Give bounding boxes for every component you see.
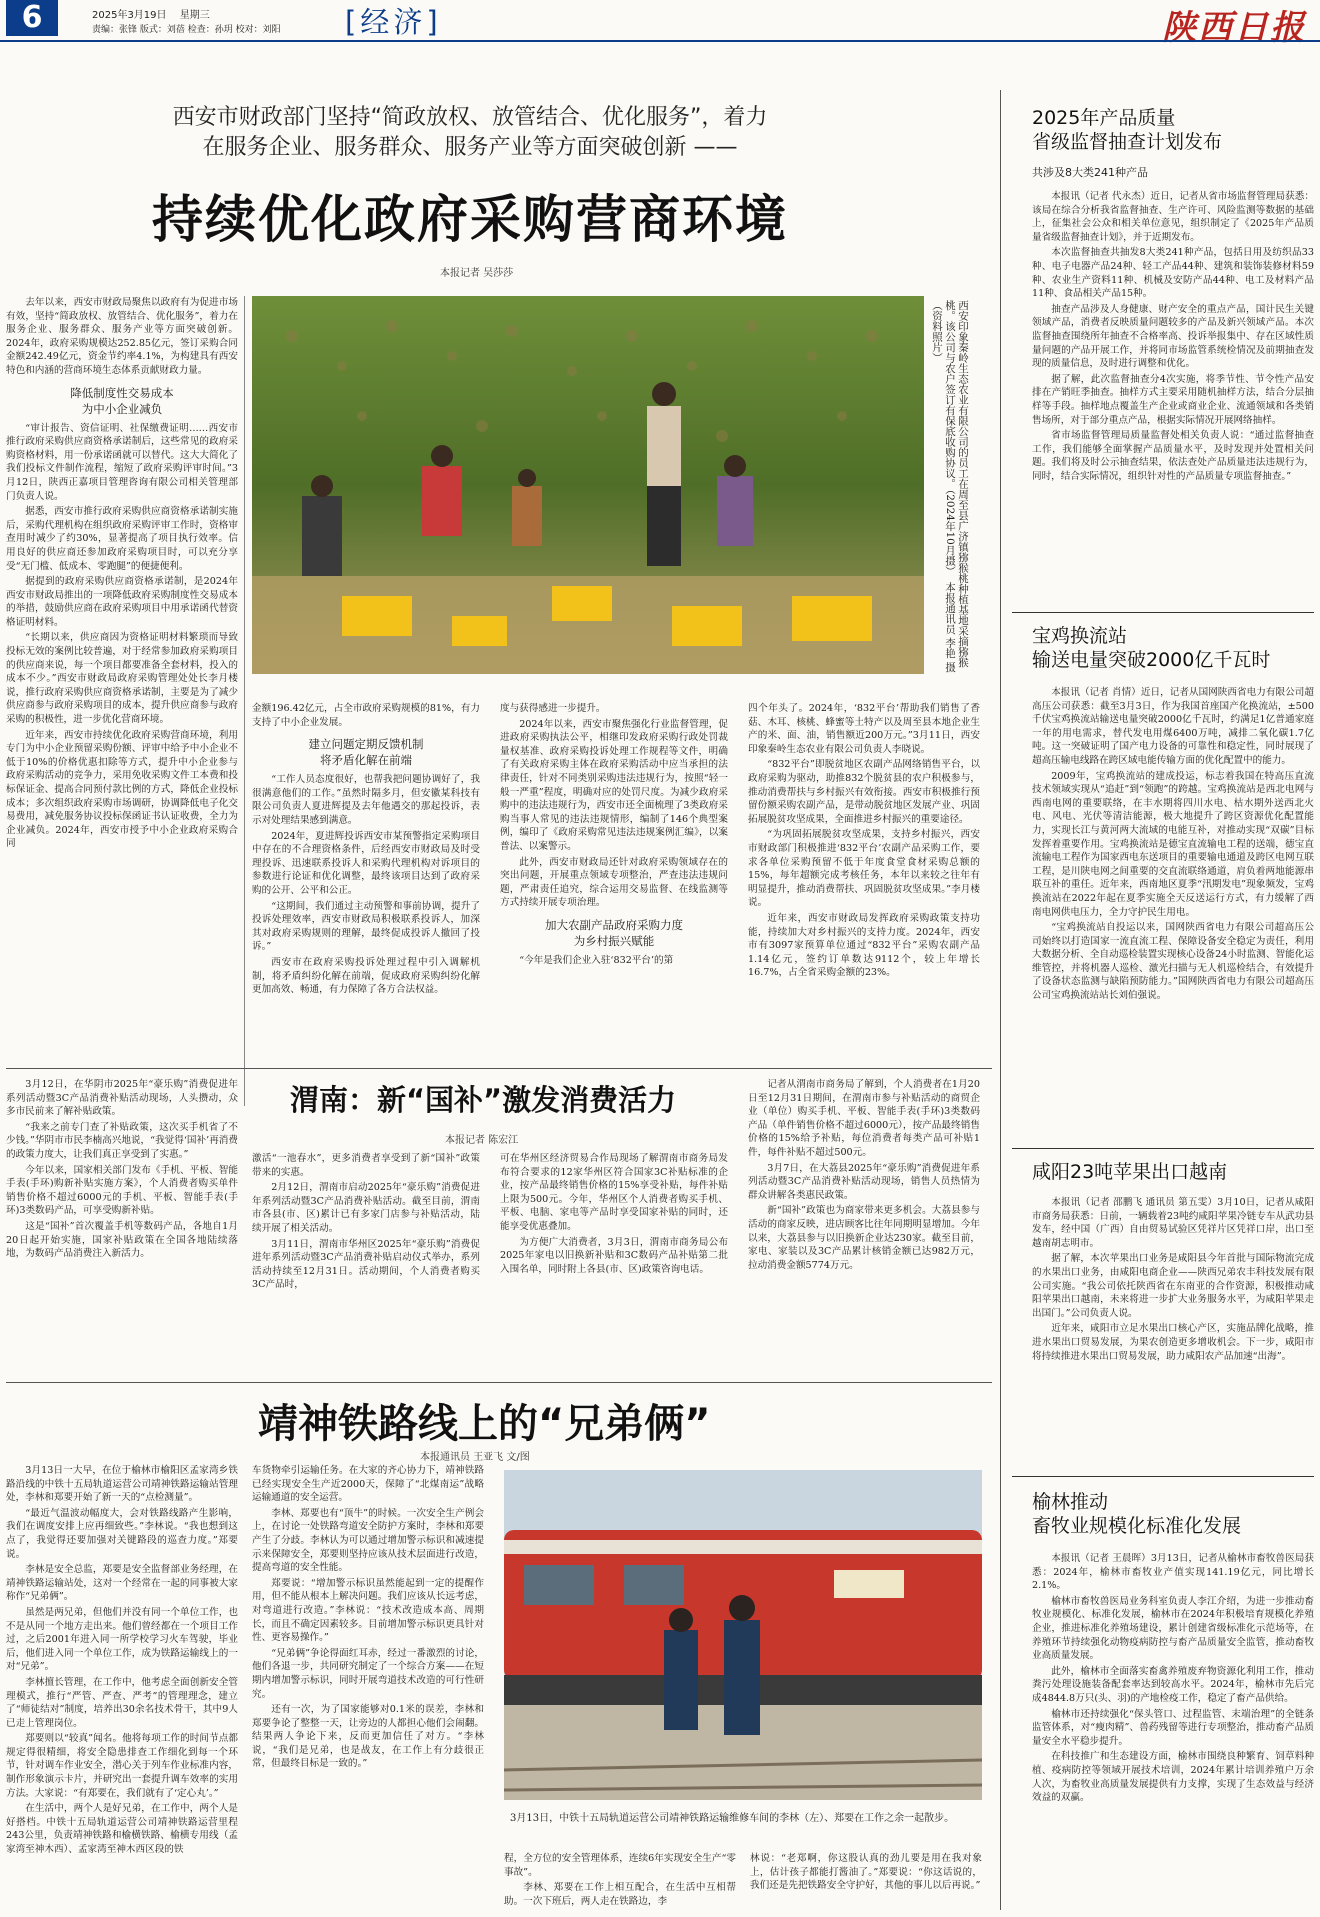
- railway-para: 李林是安全总监，郑要是安全监督部业务经理，在靖神铁路运输站处，这对一个经常在一起的同事被大家称作“兄弟俩”。: [6, 1564, 238, 1603]
- railway-para: “兄弟俩”争论得面红耳赤，经过一番激烈的讨论，他们各退一步，共同研究制定了一个综合方案——在短期内增加警示标识，同时开展弯道技术改造的可行性研究。: [252, 1647, 484, 1700]
- newspaper-logo: 陕西日报: [1162, 8, 1306, 48]
- main-headline: 持续优化政府采购营商环境: [151, 191, 788, 250]
- weinan-para: 激活“一池春水”，更多消费者享受到了新“国补”政策带来的实惠。: [252, 1153, 480, 1178]
- sidebar-story3-body: [1032, 1196, 1314, 1476]
- weinan-para: “我来之前专门查了补贴政策，这次买手机省了不少钱。”华阴市市民李楠高兴地说，“我觉得‘国补’再消费的政策力度大，让我们真正享受到了实惠。”: [6, 1121, 238, 1160]
- main-col1b-para: 据悉，西安市推行政府采购供应商资格承诺制实施后，采购代理机构在组织政府采购评审工作时，资格审查用时减少了约30%，显著提高了项目执行效率。信用良好的供应商还参加政府采购项目时，可以充分享受“无门槛、低成本、零跑腿”的便捷便利。: [6, 506, 238, 572]
- weinan-column-2: [252, 1152, 480, 1376]
- sidebar-story1-body: [1032, 190, 1314, 574]
- main-col1b-para: 近年来，西安市持续优化政府采购营商环境，利用专门为中小企业预留采购份额、评审中给予中小企业不低于10%的价格优惠扣除等方式，提升中小企业参与政府采购活动的竞争力，采用免收采购文件工本费和投标保证金、提高合同预付款比例的方式，降低企业投标成本；多次组织政府采购市场调研，协调降低电子化交易费用，减免服务协议投标保函证书认证收费，全力为企业减负。2024年，西安市授予中小企业政府采购合同: [6, 729, 238, 850]
- railway-para: 在生活中，两个人是好兄弟，在工作中，两个人是好搭档。中铁十五局轨道运营公司靖神铁路运营里程243公里，负责靖神铁路和榆横铁路、榆横专用线（孟家湾至神木西）、孟家湾至神木西区段的铁: [6, 1803, 238, 1856]
- sidebar-story2-headline-2: 输送电量突破2000亿千瓦时: [1032, 649, 1271, 671]
- sidebar-story1-para: 省市场监督管理局质量监督处相关负责人说：“通过监督抽查工作，我们能够全面掌握产品质量水平，及时发现并处置相关问题。我们将及时公示抽查结果，依法查处产品质量违法违规行为，同时，结合实际情况，组织针对性的产品质量专项监督抽查。”: [1032, 430, 1314, 482]
- railway-para: 李林、郑要在工作上相互配合，在生活中互相帮助。一次下班后，两人走在铁路边，李: [504, 1882, 736, 1907]
- sidebar-story2-body: [1032, 686, 1314, 1156]
- lead-line-2: 在服务企业、服务群众、服务产业等方面突破创新 ——: [202, 135, 738, 160]
- sidebar-story3-para: 据了解，本次苹果出口业务是咸阳县今年首批与国际物流完成的水果出口业务，由咸阳电商企业——陕西兄弟农丰科技发展有限公司实施。“我公司依托陕西省在东南亚的合作资源，积极推动咸阳苹果出口越南，未来将进一步扩大业务服务水平，为咸阳苹果走出国门。”公司负责人说。: [1032, 1253, 1314, 1319]
- weinan-para: 3月7日，在大荔县2025年“豪乐购”消费促进年系列活动暨3C产品消费补贴活动现场，销售人员热情为群众讲解各类惠民政策。: [748, 1162, 980, 1201]
- railway-para: 还有一次，为了国家能够对0.1米的误差，李林和郑要争论了整整一天，让旁边的人都担心他们会闹翻。结果两人争论下来，反而更加信任了对方。“李林说，“我们是兄弟，也是战友，在工作上有分歧很正常，但最终目标是一致的。”: [252, 1704, 484, 1770]
- sidebar-story3-headline: 咸阳23吨苹果出口越南: [1032, 1161, 1228, 1183]
- sidebar-story4-body: [1032, 1552, 1314, 1912]
- lead-line-1: 西安市财政部门坚持“简政放权、放管结合、优化服务”，着力: [172, 105, 768, 130]
- weinan-top-rule: [6, 1068, 992, 1069]
- sidebar-story2-headline-1: 宝鸡换流站: [1032, 625, 1128, 647]
- main-col3-para: 此外，西安市财政局还针对政府采购领域存在的突出问题，开展重点领域专项整治，严查违法违规问题，严肃责任追究，综合运用交易监督、在线监测等方式持续开展专项治理。: [500, 856, 728, 909]
- sidebar-story1-para: 本报讯（记者 代永杰）近日，记者从省市场监督管理局获悉：该局在综合分析我省监督抽查、生产许可、风险监测等数据的基础上，征集社会公众和相关单位意见，组织制定了《2025年产品质量省级监督抽查计划》，并于近期发布。: [1032, 191, 1314, 243]
- sidebar-story4-para: 榆林市畜牧兽医局业务科室负责人李江介绍，为进一步推动畜牧业规模化、标准化发展，榆林市在2024年积极培育规模化养殖企业，推进标准化养殖场建设，累计创建省级标准化示范场等，在养殖环节持续强化动物疫病防控与畜产品质量安全监管，推动畜牧业高质量发展。: [1032, 1595, 1314, 1662]
- kiwi-photo-caption: 西安印象秦岭生态农业有限公司的员工在周至县广济镇猕猴桃种植基地采摘猕猴桃。该公司与农户签订有保底收购协议。（2024年10月摄） 本报通讯员 李艳 摄（资料照片）: [931, 300, 969, 673]
- main-col1b-para: 据提到的政府采购供应商资格承诺制，是2024年西安市财政局推出的一项降低政府采购制度性交易成本的举措，鼓励供应商在政府采购项目中用承诺函代替资格证明材料。: [6, 576, 238, 628]
- railway-para: 林说：“老郑啊，你这股认真的劲儿要是用在我对象上，估计孩子都能打酱油了。”郑要说：“你这话说的，我们还是先把铁路安全守护好，其他的事儿以后再说。”: [750, 1853, 982, 1892]
- page-number: 6: [6, 0, 58, 36]
- masthead-rule: [0, 40, 1320, 42]
- sidebar-story1-headline-1: 2025年产品质量: [1032, 107, 1176, 129]
- sidebar-story4-headline-1: 榆林推动: [1032, 1491, 1109, 1513]
- sidebar-story2-para: 2009年，宝鸡换流站的建成投运，标志着我国在特高压直流技术领域实现从“追赶”到“领跑”的跨越。宝鸡换流站是西北电网与西南电网的重要联络，在丰水期将四川水电、枯水期外送西北火电、风电、光伏等清洁能源，极大地提升了跨区资源优化配置能力，实现长江与黄河两大流域的电能互补，对推动实现“双碳”目标发挥着重要作用。宝鸡换流站是德宝直流输电工程的送端，德宝直流输电工程作为国家西电东送项目的重要输电通道及跨区电网互联工程，是川陕电网之间重要的交直流联络通道，肩负着两地能源串联互补的重任。近年来，西南地区夏季“汛期发电”现象频发，宝鸡换流站在2022年起在夏季实施全天反送运行方式，有力缓解了西南电网供电压力，全力守护民生用电。: [1032, 770, 1314, 918]
- sidebar-story1-headline-2: 省级监督抽查计划发布: [1032, 131, 1223, 153]
- railway-para: 郑要则以“较真”闻名。他将每项工作的时间节点都规定得很精细，将安全隐患排查工作细化到每一个环节，针对调车作业安全，潜心关于列车作业标准内容，制作形象演示卡片，并研究出一套提升调车效率的实用方法。大家说：“有郑要在，我们就有了‘定心丸’。”: [6, 1733, 238, 1799]
- weinan-para: 今年以来，国家相关部门发布《手机、平板、智能手表(手环)购新补贴实施方案》，个人消费者购买单件销售价格不超过6000元的手机、平板、智能手表(手环)3类数码产品，可享受购新补贴。: [6, 1164, 238, 1217]
- main-col2b-para: 2024年，夏进辉投诉西安市某预警指定采购项目中存在的不合理资格条件，后经西安市财政局及时受理投诉、迅速联系投诉人和采购代理机构对诉项目的参数进行论证和优化调整，最终该项目达到了政府采购的公开、公平和公正。: [252, 830, 480, 896]
- railway-para: 李林、郑要也有“顶牛”的时候。一次安全生产例会上，在讨论一处铁路弯道安全防护方案时，李林和郑要产生了分歧。李林认为可以通过增加警示标识和减速提示来保障安全，郑要则坚持应该从技术层面进行改造，提高弯道的安全性能。: [252, 1507, 484, 1574]
- main-col1-para: 去年以来，西安市财政局聚焦以政府有为促进市场有效，坚持“简政放权、放管结合、优化服务”，着力在服务企业、服务群众、服务产业等方面突破创新。2024年，政府采购规模达252.85亿元，签订采购合同金额242.49亿元，资金节约率4.1%，为构建具有西安特色和内涵的营商环境生态体系贡献财政力量。: [6, 297, 238, 376]
- sidebar-rule: [1012, 612, 1314, 613]
- main-subhead-3: 加大农副产品政府采购力度 为乡村振兴赋能: [545, 917, 683, 948]
- weinan-para: 为方便广大消费者，3月3日，渭南市商务局公布2025年家电以旧换新补贴和3C数码产品补贴第二批入围名单，同时附上各县(市、区)政策咨询电话。: [500, 1236, 728, 1275]
- railway-workers-image: [504, 1470, 982, 1800]
- main-col3-para: 度与获得感进一步提升。: [500, 703, 606, 714]
- sidebar-divider: [1000, 90, 1001, 1910]
- main-column-4: [748, 702, 980, 1106]
- railway-column-4: [750, 1852, 982, 1914]
- sidebar-story4-para: 本报讯（记者 王晨晖）3月13日，记者从榆林市畜牧兽医局获悉：2024年，榆林市畜牧业产值实现141.19亿元，同比增长2.1%。: [1032, 1553, 1314, 1592]
- main-col4-para: 近年来，西安市财政局发挥政府采购政策支持功能，持续加大对乡村振兴的支持力度。2024年，西安市有3097家预算单位通过“832平台”采购农副产品1.14亿元，签约订单数达9112个，较上年增长16.7%，占全省采购金额的23%。: [748, 912, 980, 979]
- railway-top-rule: [6, 1382, 992, 1383]
- main-col2-para: 金额196.42亿元，占全市政府采购规模的81%，有力支持了中小企业发展。: [252, 703, 480, 728]
- main-byline: 本报记者 吴莎莎: [440, 268, 514, 279]
- weinan-para: 新“国补”政策也为商家带来更多机会。大荔县参与活动的商家反映，进店顾客比往年同期明显增加。今年以来，大荔县参与以旧换新企业达230家。截至目前，家电、家装以及3C产品累计核销金额已达982万元，拉动消费金额5774万元。: [748, 1205, 980, 1271]
- weinan-para: 3月12日，在华阴市2025年“豪乐购”消费促进年系列活动暨3C产品消费补贴活动现场，人头攒动，众多市民前来了解补贴政策。: [6, 1079, 238, 1118]
- main-col3-para: 2024年以来，西安市聚焦强化行业监督管理，促进政府采购执法公平，相继印发政府采购行政处罚裁量权基准、政府采购投诉处理工作规程等文件，明确了有关政府采购主体在政府采购活动中应当承担的法律责任，针对不同类别采购违法违规行为，按照“轻一般一严重”程度，明确对应的处罚尺度。为减少政府采购中的违法违规行为，西安市还全面梳理了3类政府采购当事人常见的违法违规情形，编制了146个典型案例，编印了《政府采购常见违法违规案例汇编》，以案普法、以案警示。: [500, 718, 728, 852]
- sidebar-story4-para: 此外，榆林市全面落实畜禽养殖废弃物资源化利用工作，推动粪污处理设施装备配套率达到较高水平。2024年，榆林市先后完成4844.8万只(头、羽)的产地检疫工作，稳定了畜产品供给。: [1032, 1665, 1314, 1704]
- railway-photo-caption: 3月13日，中铁十五局轨道运营公司靖神铁路运输维修车间的李林（左）、郑要在工作之余一起散步。: [510, 1813, 955, 1824]
- main-col1b-para: “长期以来，供应商因为资格证明材料繁琐而导致投标无效的案例比较普遍，对于经常参加政府采购项目的供应商来说，每一个项目都要准备全套材料，投入的成本不少。”西安市财政局政府采购管理处处长李月楼说，推行政府采购供应商资格承诺制，主要是为了减少供应商参与政府采购项目的成本，提升供应商参与政府采购的积极性，进一步优化营商环境。: [6, 632, 238, 726]
- weinan-para: 记者从渭南市商务局了解到，个人消费者在1月20日至12月31日期间，在渭南市参与补贴活动的商贸企业（单位）购买手机、平板、智能手表(手环)3类数码产品（单件销售价格不超过6000元），按产品最终销售价格的15%给予补贴，每位消费者每类产品可补贴1件，每件补贴不超过500元。: [748, 1079, 980, 1158]
- weinan-para: 3月11日，渭南市华州区2025年“豪乐购”消费促进年系列活动暨3C产品消费补贴启动仪式举办，系列活动持续至12月31日。活动期间，个人消费者购买3C产品时，: [252, 1238, 480, 1291]
- main-col4-para: “832平台”即脱贫地区农副产品网络销售平台，以政府采购为驱动，助推832个脱贫县的农户积极参与，推动消费帮扶与乡村振兴有效衔接。西安市积极推行预留份额采购农副产品，是带动脱贫地区发展产业、巩固拓展脱贫攻坚成果，全面推进乡村振兴的重要途径。: [748, 759, 980, 825]
- sidebar-story1-subhead: 共涉及8大类241种产品: [1032, 166, 1148, 179]
- sidebar-story2-para: 本报讯（记者 肖情）近日，记者从国网陕西省电力有限公司超高压公司获悉：截至3月3日，作为我国首座国产化换流站，±500千伏宝鸡换流站输送电量突破2000亿千瓦时，约满足1亿普通家庭一年的用电需求，替代发电用煤6400万吨，减排二氧化碳1.7亿吨。这一突破证明了国产电力设备的可靠性和稳定性，同时展现了超高压输电线路在跨区域电能传输方面的优化配置中的能力。: [1032, 687, 1314, 766]
- sidebar-story1-para: 据了解，此次监督抽查分4次实施，将季节性、节令性产品安排在产销旺季抽查。抽样方式主要采用随机抽样方法，结合分层抽样等手段。抽样地点覆盖生产企业或商业企业、流通领域和各类销售场所，对于部分重点产品，根据实际情况开展网络抽样。: [1032, 373, 1314, 426]
- main-column-1: [6, 296, 238, 1106]
- column-divider: [244, 296, 245, 1106]
- sidebar-story1-para: 抽查产品涉及人身健康、财产安全的重点产品，国计民生关键领域产品，消费者反映质量问题较多的产品及新兴领域产品。本次监督抽查围绕所年抽查不合格率高、投诉举报集中、存在区域性质量问题的产品开展工作，并将同市场监管系统检情况及前期抽查发现的质量信息，及时进行调整和优化。: [1032, 303, 1314, 370]
- railway-column-1: [6, 1464, 238, 1914]
- date-line: [92, 6, 210, 21]
- main-col3b-para: “今年是我们企业入驻‘832平台’的第: [519, 954, 674, 966]
- sidebar-rule: [1012, 1148, 1314, 1149]
- railway-column-3: [504, 1852, 736, 1914]
- sidebar-story1-para: 本次监督抽查共抽发8大类241种产品，包括日用及纺织品33种、电子电器产品24种、轻工产品44种、建筑和装饰装修材料59种、农业生产资料11种、机械及安防产品44种、电工及材料产品11种、食品相关产品15种。: [1032, 247, 1314, 300]
- main-column-3: [500, 702, 728, 1106]
- main-col1b-para: “审计报告、资信证明、社保缴费证明……西安市推行政府采购供应商资格承诺制后，这些常见的政府采购资格材料，用一份承诺函就可以替代。这大大简化了我们投标文件制作流程，缩短了政府采购评审时间。”3月12日，陕西正嘉项目管理咨询有限公司相关管理部门负责人说。: [6, 422, 238, 502]
- railway-para: “最近气温波动幅度大，会对铁路线路产生影响，我们在调度安排上应再细致些。”李林说。“我也想到这点了，我觉得还要加强对关键路段的巡查力度。”郑要说。: [6, 1507, 238, 1560]
- sidebar-story4-para: 榆林市还持续强化“保头管口、过程监管、末端治理”的全链条监管体系，对“瘦肉精”、兽药残留等进行专项整治，推动畜产品质量安全水平稳步提升。: [1032, 1708, 1314, 1747]
- main-subhead-2: 建立问题定期反馈机制 将矛盾化解在前端: [308, 737, 424, 768]
- weekday: 星期三: [179, 10, 210, 21]
- section-title: [经济]: [345, 5, 442, 39]
- weinan-headline: 渭南：新“国补”激发消费活力: [290, 1083, 677, 1117]
- weinan-byline: 本报记者 陈宏江: [445, 1135, 519, 1146]
- railway-byline: 本报通讯员 王亚飞 文/图: [420, 1452, 530, 1463]
- railway-para: 3月13日一大早，在位于榆林市榆阳区孟家湾乡铁路沿线的中铁十五局轨道运营公司靖神铁路运输站管理处，李林和郑要开始了新一天的“点检测量”。: [6, 1465, 238, 1504]
- railway-para: 虽然是两兄弟，但他们并没有同一个单位工作，也不是从同一个地方走出来。他们曾经都在一个项目工作过，之后2001年进入同一所学校学习火车驾驶，毕业后，他们进入同一个单位工作，成为铁路运输线上的一对“兄弟”。: [6, 1606, 238, 1673]
- publication-date: 2025年3月19日: [92, 10, 167, 21]
- weinan-column-4: [748, 1078, 980, 1376]
- railway-headline: 靖神铁路线上的“兄弟俩”: [258, 1401, 711, 1447]
- weinan-para: 2月12日，渭南市启动2025年“豪乐购”消费促进年系列活动暨3C产品消费补贴活动。截至目前，渭南市各县(市、区)累计已有多家门店参与补贴活动，陆续开展了相关活动。: [252, 1182, 480, 1234]
- sidebar-story4-para: 在科技推广和生态建设方面，榆林市围绕良种繁育、饲草料种植、疫病防控等领域开展技术培训，2024年累计培训养殖户万余人次，为畜牧业高质量发展提供有力支撑，实现了生态效益与经济效益的双赢。: [1032, 1751, 1314, 1804]
- staff-line: 责编：张锋 版式：刘蓓 检查：孙玥 校对：刘阳: [92, 25, 281, 35]
- kiwi-harvest-photo: [252, 296, 924, 674]
- sidebar-story3-para: 本报讯（记者 邵鹏飞 通讯员 第五雯）3月10日，记者从咸阳市商务局获悉：日前，一辆载着23吨约咸阳苹果冷链专车从武功县发车，经中国（广西）自由贸易试验区凭祥片区凭祥口岸，出口至越南胡志明市。: [1032, 1197, 1314, 1249]
- main-col4-para: “为巩固拓展脱贫攻坚成果，支持乡村振兴，西安市财政部门积极推进‘832平台’农副产品采购工作，要求各单位采购预留不低于年度食堂食材采购总额的15%，每年超额完成考核任务，本年以来较之往年有明显提升，推动消费帮扶、巩固脱贫攻坚成果。”李月楼说。: [748, 829, 980, 909]
- sidebar-story4-headline-2: 畜牧业规模化标准化发展: [1032, 1515, 1242, 1537]
- main-col2b-para: 西安市在政府采购投诉处理过程中引入调解机制，将矛盾纠纷化解在前端，促成政府采购纠纷化解更加高效、畅通，有力保障了各方合法权益。: [252, 956, 480, 996]
- weinan-column-1: [6, 1078, 238, 1376]
- railway-photo: [504, 1470, 982, 1800]
- main-subhead-1: 降低制度性交易成本 为中小企业减负: [70, 385, 174, 416]
- weinan-para: 这是“国补”首次覆盖手机等数码产品，各地自1月20日起开始实施，国家补贴政策在全国各地陆续落地，为数码产品消费注入新活力。: [6, 1220, 238, 1260]
- sidebar-story2-para: “宝鸡换流站自投运以来，国网陕西省电力有限公司超高压公司始终以打造国家一流直流工程、保障设备安全稳定为责任，利用大数据分析、全自动巡检装置实现核心设备24小时监测、智能化运维管控，并将机器人巡检、激光扫描与无人机巡检结合，有效提升了设备状态监测与缺陷预防能力。”国网陕西省电力有限公司超高压公司宝鸡换流站站长刘伯强说。: [1032, 922, 1314, 1002]
- sidebar-rule: [1012, 1476, 1314, 1477]
- sidebar-story3-para: 近年来，咸阳市立足水果出口核心产区，实施品牌化战略，推进水果出口贸易发展，为果农创造更多增收机会。下一步，咸阳市将持续推进水果出口贸易发展，助力咸阳农产品加速“出海”。: [1032, 1323, 1314, 1362]
- weinan-column-3: [500, 1152, 728, 1376]
- railway-para: 车货物牵引运输任务。在大家的齐心协力下，靖神铁路已经实现安全生产近2000天，保障了“北煤南运”战略运输通道的安全运营。: [252, 1465, 484, 1504]
- weinan-para: 可在华州区经济贸易合作局现场了解渭南市商务局发布符合要求的12家华州区符合国家3C补贴标准的企业，按产品最终销售价格的15%享受补贴，每件补贴上限为500元。今年，华州区个人消费者购买手机、平板、电脑、家电等产品时享受国家补贴的同时，还能享受优惠叠加。: [500, 1153, 728, 1232]
- main-col2b-para: “工作人员态度很好，也帮我把问题协调好了，我很满意他们的工作。”虽然时隔多月，但安徽某科技有限公司负责人夏进辉提及去年他遇交的那起投诉，表示对处理结果感到满意。: [252, 774, 480, 826]
- main-column-2: [252, 702, 480, 1106]
- railway-para: 郑要说：“增加警示标识虽然能起到一定的提醒作用，但不能从根本上解决问题。我们应该从长远考虑，对弯道进行改造。”李林说：“技术改造成本高、周期长，而且不确定因素较多。目前增加警示标识更具针对性、更容易操作。”: [252, 1577, 484, 1644]
- railway-para: 程，全方位的安全管理体系，连续6年实现安全生产“零事故”。: [504, 1853, 736, 1878]
- railway-para: 李林擅长管理，在工作中，他考虑全面创新安全管理模式，推行“严管、严查、严考”的管理理念，建立了“师徒结对”制度，培养出30余名技术骨干，其中9人已走上管理岗位。: [6, 1676, 238, 1729]
- kiwi-harvest-image: [252, 296, 924, 674]
- main-col4-para: 四个年头了。2024年，‘832平台’帮助我们销售了香菇、木耳、核桃、蜂蜜等土特产以及周至县本地企业生产的米、面、油，销售额近200万元。”3月11日，西安印象秦岭生态农业有限公司负责人李晓说。: [748, 703, 980, 755]
- railway-column-2: [252, 1464, 484, 1914]
- main-col2b-para: “这期间，我们通过主动预警和事前协调，提升了投诉处理效率，西安市财政局积极联系投诉人，加深其对政府采购规则的理解，最终促成投诉人撤回了投诉。”: [252, 900, 480, 953]
